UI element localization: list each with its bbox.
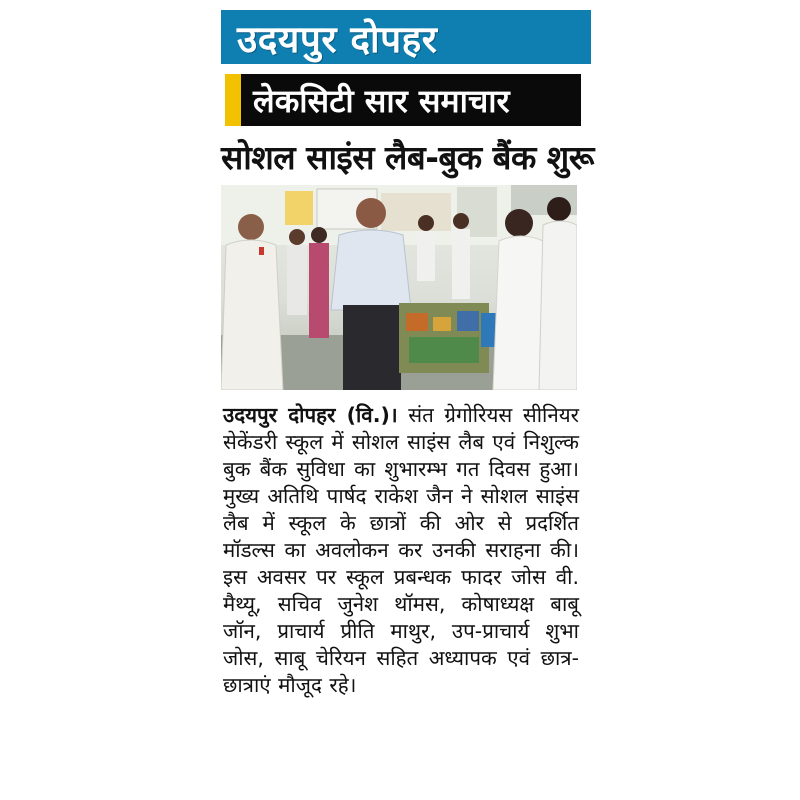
article-body — [223, 402, 579, 699]
section-title: लेकसिटी सार समाचार — [253, 81, 510, 120]
article-photo — [221, 185, 577, 390]
masthead-title: उदयपुर दोपहर — [237, 17, 438, 61]
newspaper-clipping — [221, 10, 594, 790]
section-header — [225, 74, 581, 126]
section-accent-bar — [225, 74, 241, 126]
article-dateline: उदयपुर दोपहर (वि.)। — [223, 403, 398, 427]
article-headline: सोशल साइंस लैब-बुक बैंक शुरू — [221, 138, 594, 177]
article-text: संत ग्रेगोरियस सीनियर सेकेंडरी स्कूल में सोशल साइंस लैब एवं निशुल्क बुक बैंक सुविधा का शुभारम्भ गत दिवस हुआ। मुख्य अतिथि पार्षद राकेश जैन ने सोशल साइंस लैब में स्कूल के छात्रों की ओर से प्रदर्शित मॉडल्स का अवलोकन कर उनकी सराहना की। इस अवसर पर स्कूल प्रबन्धक फादर जोस वी. मैथ्यू, सचिव जुनेश थॉमस, कोषाध्यक्ष बाबू जॉन, प्राचार्य प्रीति माथुर, उप-प्राचार्य शुभा जोस, साबू चेरियन सहित अध्यापक एवं छात्र-छात्राएं मौजूद रहे। — [223, 403, 579, 697]
masthead — [221, 10, 591, 64]
photo-illustration — [221, 185, 577, 390]
